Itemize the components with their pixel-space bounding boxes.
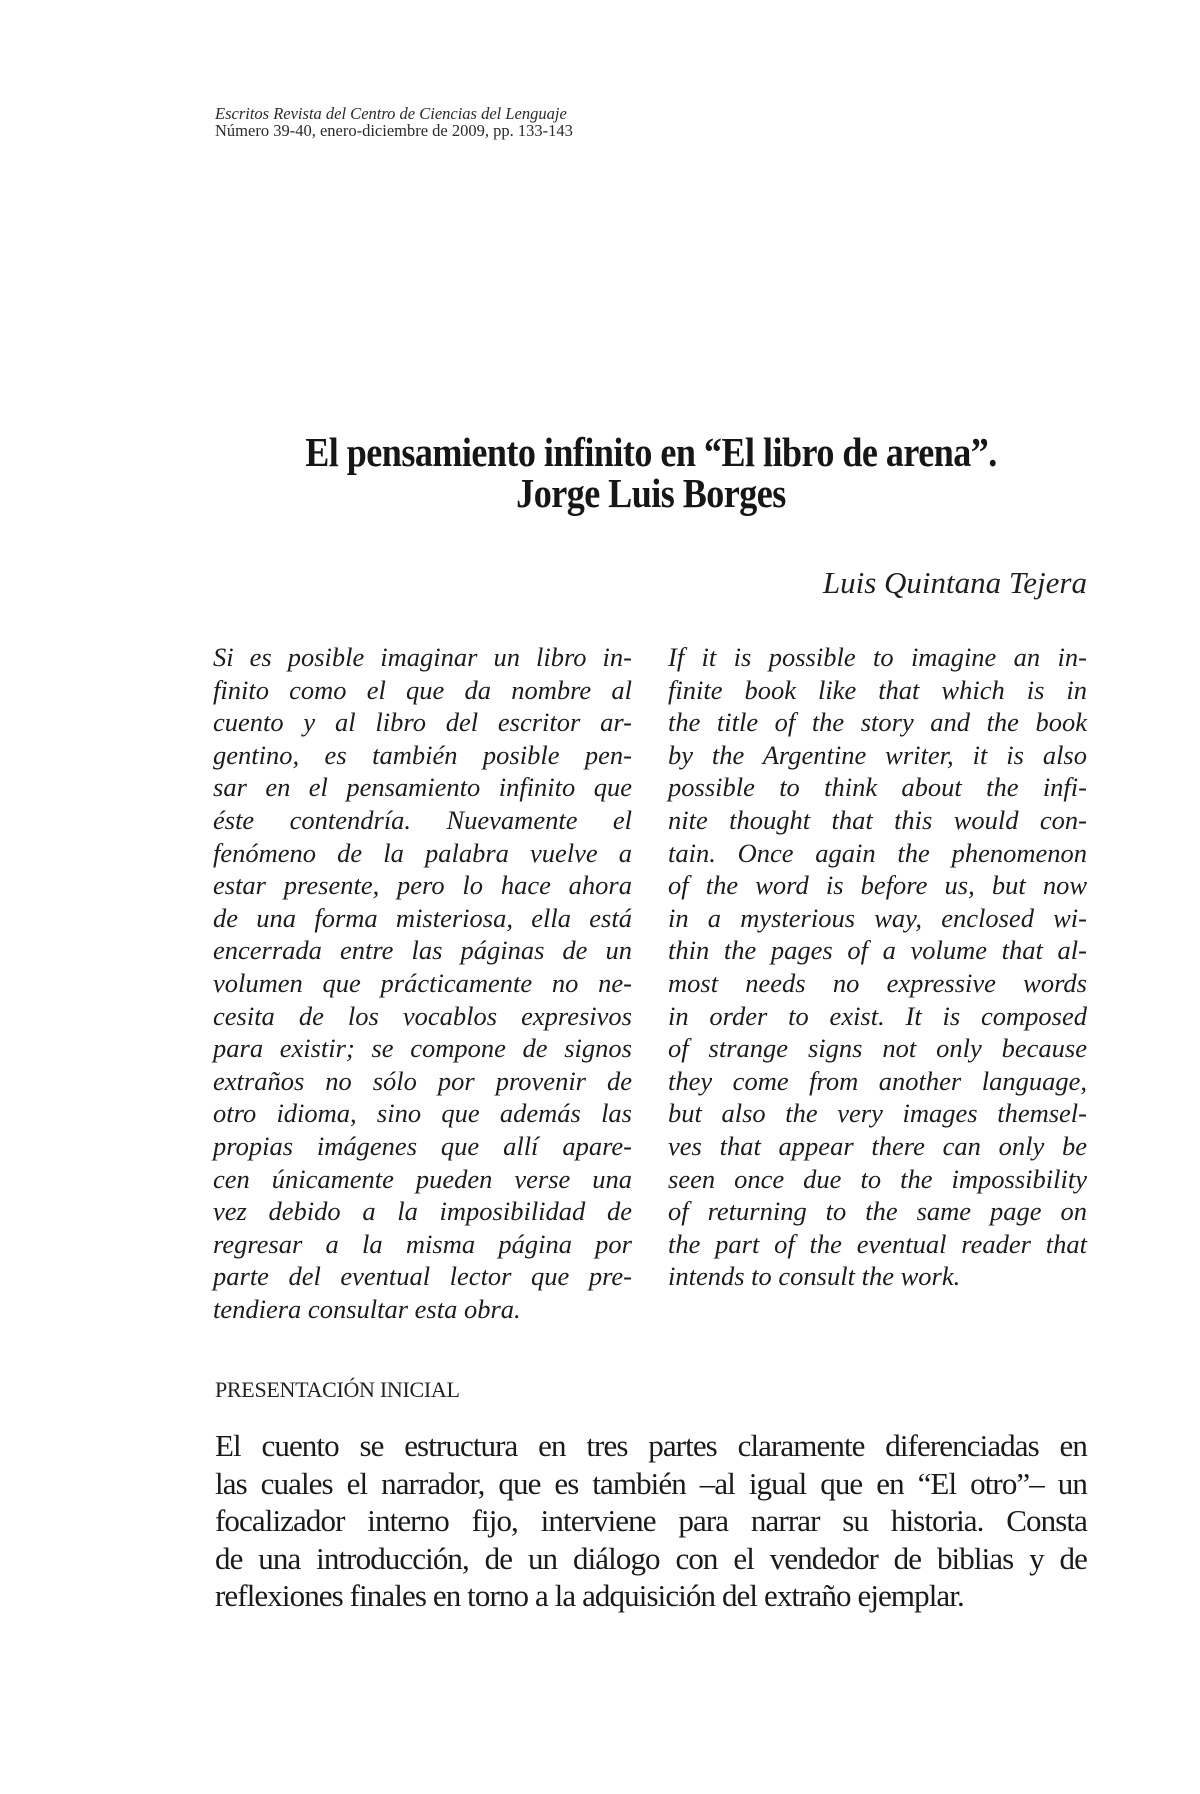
text-line: de una forma misteriosa, ella está <box>213 902 632 933</box>
text-line: of strange signs not only because <box>668 1033 1087 1064</box>
text-line: in order to exist. It is composed <box>668 1000 1087 1031</box>
text-line: estar presente, pero lo hace ahora <box>213 870 632 901</box>
text-line: but also the very images themsel- <box>668 1098 1087 1129</box>
text-line: they come from another language, <box>668 1065 1087 1096</box>
text-line: the title of the story and the book <box>668 707 1087 738</box>
text-line: otro idioma, sino que además las <box>213 1098 632 1129</box>
text-line: by the Argentine writer, it is also <box>668 739 1087 770</box>
text-line: encerrada entre las páginas de un <box>213 935 632 966</box>
text-line: possible to think about the infi- <box>668 772 1087 803</box>
text-line: tendiera consultar esta obra. <box>213 1293 521 1324</box>
text-line: focalizador interno fijo, interviene para narrar su historia. Consta <box>215 1503 1087 1538</box>
text-line: seen once due to the impossibility <box>668 1163 1087 1194</box>
article-title-line-1: El pensamiento infinito en “El libro de arena”. <box>305 429 997 475</box>
text-line: of the word is before us, but now <box>668 870 1087 901</box>
text-line: intends to consult the work. <box>668 1261 961 1292</box>
text-line: parte del eventual lector que pre- <box>213 1261 632 1292</box>
section-body-paragraph <box>215 1427 1087 1615</box>
text-line: las cuales el narrador, que es también –al igual que en “El otro”– un <box>215 1465 1087 1501</box>
text-line: most needs no expressive words <box>668 967 1087 998</box>
text-line: gentino, es también posible pen- <box>213 739 632 770</box>
text-line: éste contendría. Nuevamente el <box>213 804 632 835</box>
text-line: para existir; se compone de signos <box>213 1033 632 1064</box>
text-line: in a mysterious way, enclosed wi- <box>668 902 1087 933</box>
text-line: finito como el que da nombre al <box>213 674 632 705</box>
text-line: regresar a la misma página por <box>213 1228 632 1259</box>
text-line: propias imágenes que allí apare- <box>213 1130 632 1161</box>
text-line: El cuento se estructura en tres partes claramente diferenciadas en <box>215 1428 1087 1463</box>
section-heading: PRESENTACIÓN INICIAL <box>215 1377 460 1402</box>
text-line: sar en el pensamiento infinito que <box>213 772 632 803</box>
abstract-english <box>668 641 1087 1293</box>
text-line: vez debido a la imposibilidad de <box>213 1196 632 1227</box>
text-line: cuento y al libro del escritor ar- <box>213 707 632 738</box>
abstract-spanish <box>213 641 632 1325</box>
text-line: volumen que prácticamente no ne- <box>213 967 632 998</box>
text-line: extraños no sólo por provenir de <box>213 1065 632 1096</box>
article-title <box>215 429 1087 516</box>
article-title-line-2: Jorge Luis Borges <box>516 470 786 516</box>
journal-header <box>215 105 573 139</box>
article-author: Luis Quintana Tejera <box>822 565 1087 600</box>
text-line: thin the pages of a volume that al- <box>668 935 1087 966</box>
text-line: finite book like that which is in <box>668 674 1087 705</box>
journal-issue: Número 39-40, enero-diciembre de 2009, pp. 133-143 <box>215 121 573 140</box>
text-line: fenómeno de la palabra vuelve a <box>213 837 632 868</box>
text-line: of returning to the same page on <box>668 1196 1087 1227</box>
text-line: reflexiones finales en torno a la adquisición del extraño ejemplar. <box>215 1578 964 1613</box>
text-line: tain. Once again the phenomenon <box>668 837 1087 868</box>
text-line: ves that appear there can only be <box>668 1130 1087 1161</box>
text-line: nite thought that this would con- <box>668 804 1087 835</box>
text-line: If it is possible to imagine an in- <box>668 642 1087 672</box>
text-line: Si es posible imaginar un libro in- <box>213 642 632 672</box>
text-line: cen únicamente pueden verse una <box>213 1163 632 1194</box>
journal-name: Escritos Revista del Centro de Ciencias del Lenguaje <box>215 104 567 123</box>
text-line: the part of the eventual reader that <box>668 1228 1087 1259</box>
text-line: de una introducción, de un diálogo con el vendedor de biblias y de <box>215 1540 1087 1576</box>
text-line: cesita de los vocablos expresivos <box>213 1000 632 1031</box>
